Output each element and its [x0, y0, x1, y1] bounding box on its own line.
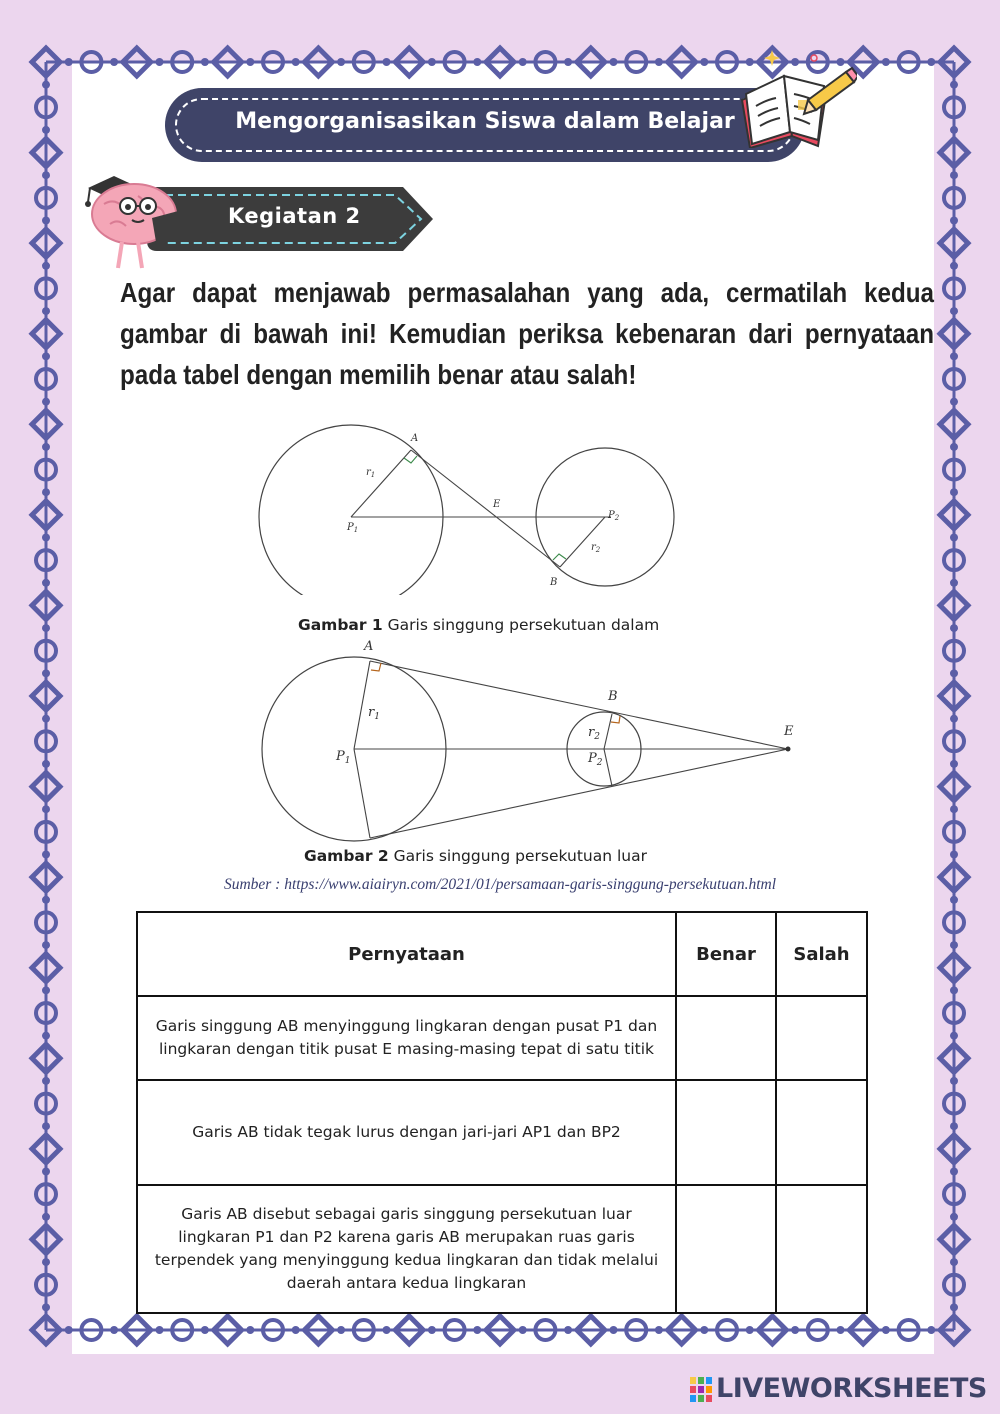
benar-cell-3[interactable] [676, 1185, 776, 1313]
figure-2-external-tangent [250, 636, 810, 846]
label-b: B [608, 689, 618, 704]
figure-2-caption: Gambar 2 Garis singgung persekutuan luar [304, 847, 647, 865]
frame-circle [246, 1326, 254, 1334]
frame-circle [610, 58, 618, 66]
frame-circle [519, 1326, 527, 1334]
frame-circle [564, 58, 572, 66]
frame-circle [42, 669, 50, 677]
frame-circle [950, 81, 958, 89]
label-a: A [364, 639, 374, 654]
liveworksheets-grid-icon [690, 1377, 712, 1403]
frame-circle [655, 1326, 663, 1334]
frame-circle [383, 58, 391, 66]
right-angle-a [404, 456, 417, 463]
figure-1-caption: Gambar 1 Garis singgung persekutuan dalam [298, 616, 660, 634]
label-e: E [784, 724, 794, 739]
frame-circle [42, 398, 50, 406]
frame-circle [42, 1168, 50, 1176]
header-pernyataan: Pernyataan [137, 912, 676, 996]
frame-circle [42, 126, 50, 134]
frame-circle [42, 805, 50, 813]
frame-circle [950, 624, 958, 632]
frame-circle [42, 262, 50, 270]
salah-cell-1[interactable] [776, 996, 867, 1080]
label-r1: $r_1$ [368, 705, 380, 722]
frame-circle [65, 58, 73, 66]
frame-circle [950, 534, 958, 542]
frame-circle [428, 1326, 436, 1334]
frame-circle [42, 534, 50, 542]
right-angle-b [611, 716, 620, 723]
table-row [137, 996, 867, 1080]
frame-circle [42, 171, 50, 179]
frame-circle [950, 579, 958, 587]
frame-circle [700, 58, 708, 66]
frame-circle [42, 443, 50, 451]
frame-circle [950, 1122, 958, 1130]
frame-circle [473, 1326, 481, 1334]
benar-cell-2[interactable] [676, 1080, 776, 1185]
frame-circle [428, 58, 436, 66]
frame-circle [950, 986, 958, 994]
frame-circle [950, 805, 958, 813]
right-angle-a [371, 663, 381, 671]
statement-table [136, 911, 868, 1314]
frame-circle [564, 1326, 572, 1334]
label-a: A [411, 433, 419, 444]
frame-circle [950, 171, 958, 179]
frame-circle [950, 1303, 958, 1311]
frame-circle [950, 1032, 958, 1040]
circle-p1 [259, 425, 443, 595]
frame-circle [950, 262, 958, 270]
frame-circle [110, 58, 118, 66]
frame-circle [950, 941, 958, 949]
frame-circle [337, 58, 345, 66]
frame-circle [42, 851, 50, 859]
liveworksheets-text: LIVEWORKSHEETS [716, 1373, 987, 1404]
frame-circle [950, 307, 958, 315]
open-book-pencil-icon [722, 48, 857, 148]
frame-circle [950, 715, 958, 723]
label-r1: $r_1$ [366, 467, 376, 479]
frame-circle [950, 760, 958, 768]
frame-circle [950, 896, 958, 904]
frame-circle [42, 352, 50, 360]
frame-circle [246, 58, 254, 66]
header-salah: Salah [776, 912, 867, 996]
frame-circle [42, 1032, 50, 1040]
frame-circle [42, 81, 50, 89]
frame-circle [950, 217, 958, 225]
frame-circle [42, 986, 50, 994]
table-row [137, 1080, 867, 1185]
frame-circle [110, 1326, 118, 1334]
frame-circle [292, 1326, 300, 1334]
label-p1: $P_1$ [347, 522, 359, 534]
frame-circle [610, 1326, 618, 1334]
frame-circle [42, 760, 50, 768]
brain-mascot-icon [82, 162, 192, 274]
frame-circle [473, 58, 481, 66]
frame-circle [746, 1326, 754, 1334]
label-p2: $P_2$ [588, 751, 603, 768]
frame-circle [950, 352, 958, 360]
label-b: B [550, 577, 558, 588]
frame-circle [65, 1326, 73, 1334]
statement-2: Garis AB tidak tegak lurus dengan jari-jari AP1 dan BP2 [137, 1080, 676, 1185]
frame-circle [950, 1168, 958, 1176]
instruction-text: Agar dapat menjawab permasalahan yang ada, cermatilah kedua gambar di bawah ini! Kemudian periksa kebenaran dari pernyataan pada tabel dengan memilih benar atau salah! [120, 277, 934, 390]
frame-circle [950, 851, 958, 859]
frame-circle [42, 1077, 50, 1085]
frame-circle [950, 1077, 958, 1085]
figure-1-internal-tangent [250, 420, 690, 595]
frame-circle [156, 58, 164, 66]
frame-circle [950, 398, 958, 406]
header-benar: Benar [676, 912, 776, 996]
frame-circle [383, 1326, 391, 1334]
statement-1: Garis singgung AB menyinggung lingkaran dengan pusat P1 dan lingkaran dengan titik pusat E masing-masing tepat di satu titik [137, 996, 676, 1080]
frame-circle [950, 126, 958, 134]
frame-circle [42, 217, 50, 225]
benar-cell-1[interactable] [676, 996, 776, 1080]
banner-title: Mengorganisasikan Siswa dalam Belajar [235, 109, 735, 134]
frame-circle [950, 669, 958, 677]
section-banner [165, 88, 805, 162]
source-citation: Sumber : https://www.aiairyn.com/2021/01/persamaan-garis-singgung-persekutuan.html [223, 876, 777, 893]
frame-circle [337, 1326, 345, 1334]
frame-circle [950, 488, 958, 496]
activity-label: Kegiatan 2 [228, 204, 361, 228]
salah-cell-2[interactable] [776, 1080, 867, 1185]
table-row [137, 1185, 867, 1313]
frame-circle [42, 896, 50, 904]
frame-circle [882, 58, 890, 66]
frame-circle [927, 58, 935, 66]
salah-cell-3[interactable] [776, 1185, 867, 1313]
frame-circle [837, 1326, 845, 1334]
frame-circle [42, 1122, 50, 1130]
frame-circle [201, 58, 209, 66]
frame-circle [42, 1213, 50, 1221]
frame-circle [156, 1326, 164, 1334]
frame-circle [700, 1326, 708, 1334]
frame-circle [42, 307, 50, 315]
frame-circle [950, 1213, 958, 1221]
frame-circle [882, 1326, 890, 1334]
label-p2: $P_2$ [608, 510, 620, 522]
frame-circle [42, 624, 50, 632]
label-r2: $r_2$ [588, 725, 600, 742]
frame-circle [42, 488, 50, 496]
label-p1: $P_1$ [336, 749, 351, 766]
frame-circle [42, 1303, 50, 1311]
frame-circle [42, 715, 50, 723]
frame-circle [791, 1326, 799, 1334]
frame-circle [519, 58, 527, 66]
frame-circle [42, 1258, 50, 1266]
label-e: E [493, 499, 501, 510]
statement-3: Garis AB disebut sebagai garis singgung persekutuan luar lingkaran P1 dan P2 karena garis AB merupakan ruas garis terpendek yang menyinggung kedua lingkaran dan tidak melalui daerah antara kedua lingkaran [137, 1185, 676, 1313]
label-r2: $r_2$ [591, 542, 601, 554]
frame-circle [950, 443, 958, 451]
frame-circle [201, 1326, 209, 1334]
frame-circle [42, 579, 50, 587]
frame-circle [292, 58, 300, 66]
frame-circle [950, 1258, 958, 1266]
right-angle-b [553, 554, 566, 560]
frame-circle [927, 1326, 935, 1334]
frame-circle [42, 941, 50, 949]
table-header-row [137, 912, 867, 996]
frame-circle [655, 58, 663, 66]
